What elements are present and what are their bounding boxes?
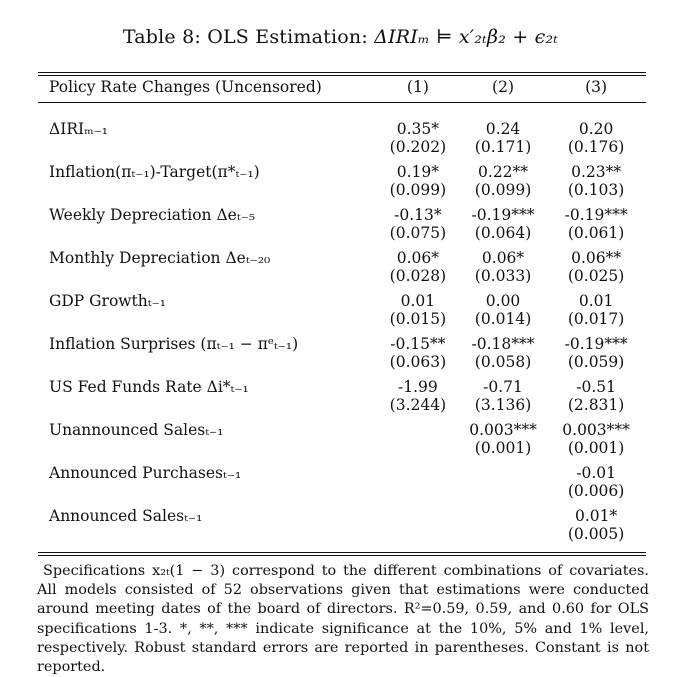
table-row-std-error [38,224,646,245]
std-error-cell: (3.244) [389,396,447,414]
std-error-cell: (0.099) [389,181,447,199]
coefficient-cell: -0.51 [576,378,616,396]
column-header-2: (2) [492,78,515,96]
table-row [38,288,646,310]
std-error-cell [460,525,546,546]
std-error-cell: (0.058) [474,353,532,371]
std-error-cell: (0.001) [474,439,532,457]
coefficient-cell: 0.01 [400,292,436,310]
empty-label-cell [38,482,376,503]
variable-label: Announced Salesₜ₋₁ [49,507,203,525]
std-error-cell: (3.136) [474,396,532,414]
table-row-std-error [38,310,646,331]
spacer-row [38,102,646,116]
std-error-cell: (0.005) [567,525,625,543]
variable-label: US Fed Funds Rate Δi*ₜ₋₁ [49,378,249,396]
variable-label: Inflation Surprises (πₜ₋₁ − πᵉₜ₋₁) [49,335,299,353]
empty-label-cell [38,525,376,546]
coefficient-cell: -0.15** [390,335,446,353]
std-error-cell: (0.001) [567,439,625,457]
empty-label-cell [38,439,376,460]
std-error-cell: (0.176) [567,138,625,156]
bottom-rule-second [38,555,646,556]
variable-label: Monthly Depreciation Δeₜ₋₂₀ [49,249,271,267]
coefficient-cell: -0.71 [483,378,523,396]
std-error-cell: (0.103) [567,181,625,199]
table-row [38,159,646,181]
coefficient-cell: 0.01 [578,292,614,310]
variable-label: Unannounced Salesₜ₋₁ [49,421,224,439]
coefficient-cell: 0.01* [574,507,618,525]
table-body [38,116,646,546]
variable-label: Inflation(πₜ₋₁)-Target(π*ₜ₋₁) [49,163,260,181]
coefficient-cell: 0.20 [578,120,614,138]
coefficient-cell: 0.35* [396,120,440,138]
variable-label: Weekly Depreciation Δeₜ₋₅ [49,206,256,224]
table-row-std-error [38,138,646,159]
empty-label-cell [38,138,376,159]
std-error-cell [376,439,460,460]
std-error-cell: (0.025) [567,267,625,285]
table-row [38,331,646,353]
variable-label: GDP Growthₜ₋₁ [49,292,166,310]
coefficient-cell [460,460,546,482]
table-row-std-error [38,181,646,202]
std-error-cell: (0.099) [474,181,532,199]
empty-label-cell [38,396,376,417]
std-error-cell: (0.015) [389,310,447,328]
table-title [0,26,681,48]
coefficient-cell: -0.19*** [564,335,628,353]
std-error-cell: (0.006) [567,482,625,500]
coefficient-cell [376,417,460,439]
table-row [38,460,646,482]
empty-label-cell [38,267,376,288]
std-error-cell: (0.028) [389,267,447,285]
table-row-std-error [38,439,646,460]
table-title-prefix: Table 8: OLS Estimation: [122,26,368,48]
table-row-std-error [38,525,646,546]
std-error-cell: (0.063) [389,353,447,371]
coefficient-cell: 0.06** [571,249,622,267]
std-error-cell [460,482,546,503]
table-row [38,503,646,525]
table-row [38,202,646,224]
coefficient-cell: -0.13* [394,206,442,224]
coefficient-cell: 0.00 [485,292,521,310]
regression-table [38,72,646,546]
std-error-cell: (0.075) [389,224,447,242]
coefficient-cell: 0.003*** [469,421,537,439]
std-error-cell: (0.059) [567,353,625,371]
table-row-std-error [38,482,646,503]
coefficient-cell: 0.003*** [562,421,630,439]
header-row-label: Policy Rate Changes (Uncensored) [49,78,322,96]
column-header-3: (3) [585,78,608,96]
table-row-std-error [38,353,646,374]
coefficient-cell: 0.06* [481,249,525,267]
coefficient-cell: 0.23** [571,163,622,181]
coefficient-cell: -0.19*** [471,206,535,224]
std-error-cell: (0.061) [567,224,625,242]
header-row [38,72,646,102]
coefficient-cell: 0.24 [485,120,521,138]
empty-label-cell [38,310,376,331]
coefficient-cell: -1.99 [398,378,438,396]
empty-label-cell [38,224,376,245]
table-row-std-error [38,396,646,417]
std-error-cell: (0.202) [389,138,447,156]
coefficient-cell: -0.18*** [471,335,535,353]
table-row [38,374,646,396]
bottom-rule [38,552,646,553]
std-error-cell [376,525,460,546]
std-error-cell [376,482,460,503]
std-error-cell: (0.064) [474,224,532,242]
coefficient-cell: 0.06* [396,249,440,267]
table-row [38,116,646,138]
table-title-equation: ΔIRIₘ ⊨ x′₂ₜβ₂ + ϵ₂ₜ [374,26,559,48]
coefficient-cell: 0.19* [396,163,440,181]
std-error-cell: (0.033) [474,267,532,285]
table-row-std-error [38,267,646,288]
table-row [38,417,646,439]
coefficient-cell: -0.01 [576,464,616,482]
std-error-cell: (0.171) [474,138,532,156]
table-row [38,245,646,267]
coefficient-cell: -0.19*** [564,206,628,224]
empty-label-cell [38,181,376,202]
column-header-1: (1) [406,78,429,96]
std-error-cell: (0.017) [567,310,625,328]
std-error-cell: (0.014) [474,310,532,328]
table-notes-text: Specifications x₂ₜ(1 − 3) correspond to the different combinations of covariates. All models consisted of 52 observations given that estimations were conducted around meeting dates of the board of directors. R²=0.59, 0.59, and 0.60 for OLS specifications 1-3. *, **, *** indicate significance at the 10%, 5% and 1% level, respectively. Robust standard errors are reported in parentheses. Constant is not reported. [37,563,649,676]
coefficient-cell [376,503,460,525]
coefficient-cell [460,503,546,525]
empty-label-cell [38,353,376,374]
coefficient-cell: 0.22** [478,163,529,181]
variable-label: Announced Purchasesₜ₋₁ [49,464,242,482]
table-notes [37,562,649,677]
variable-label: ΔIRIₘ₋₁ [49,120,109,138]
std-error-cell: (2.831) [567,396,625,414]
coefficient-cell [376,460,460,482]
